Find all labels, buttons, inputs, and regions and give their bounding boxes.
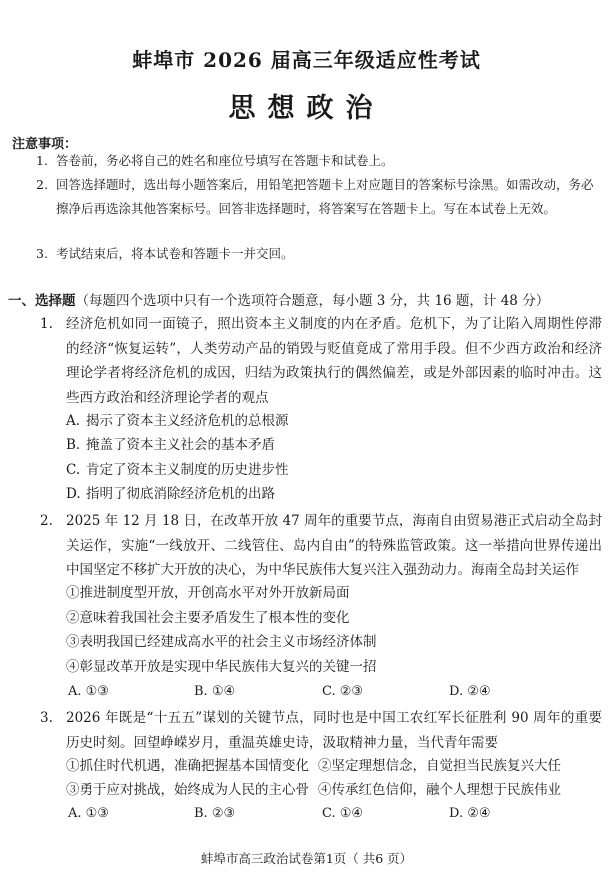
question-3-stem [40, 706, 602, 755]
question-3-answer-d: D. ②④ [449, 806, 491, 821]
question-1-option-d [66, 483, 606, 505]
notice-item-text: 答卷前，务必将自己的姓名和座位号填写在答题卡和试卷上。 [56, 153, 394, 168]
question-number: 2. [40, 513, 53, 529]
question-3-answer-a: A. ①③ [68, 806, 109, 821]
option-text: 指明了彻底消除经济危机的出路 [86, 486, 275, 502]
option-letter: B. [66, 437, 81, 453]
question-3-statement: ②坚定理想信念，自觉担当民族复兴大任 [318, 758, 561, 774]
question-2-answer-d: D. ②④ [449, 684, 491, 699]
question-3-answer-b: B. ②③ [194, 806, 236, 821]
exam-title: 蚌埠市 2026 届高三年级适应性考试 [132, 48, 481, 72]
option-text: 揭示了资本主义经济危机的总根源 [86, 413, 289, 429]
notice-item [36, 173, 598, 221]
question-2-statement: ①推进制度型开放，开创高水平对外开放新局面 [66, 585, 350, 601]
notice-item [36, 242, 598, 266]
notice-item-number: 3. [36, 246, 48, 261]
section-note: （每题四个选项中只有一个选项符合题意，每小题 3 分，共 16 题，计 48 分） [75, 293, 550, 309]
question-2-statement: ③表明我国已经建成高水平的社会主义市场经济体制 [66, 634, 377, 650]
question-1-option-a [66, 410, 606, 432]
notice-item [36, 149, 598, 173]
question-3-statement: ④传承红色信仰，融个人理想于民族伟业 [318, 782, 561, 798]
question-3-statement: ③勇于应对挑战，始终成为人民的主心骨 [66, 782, 309, 798]
question-1-stem [40, 312, 602, 410]
question-3-answer-c: C. ①④ [322, 806, 364, 821]
question-2-stem [40, 509, 602, 583]
question-text: 经济危机如同一面镜子，照出资本主义制度的内在矛盾。危机下，为了让陷入周期性停滞的经济“恢复运转”，人类劳动产品的销毁与贬值竟成了常用手段。但不少西方政治和经济理论学者将经济危机的成因，归结为政策执行的偶然偏差，或是外部因素的临时冲击。这些西方政治和经济理论学者的观点 [66, 316, 602, 406]
question-1-option-c [66, 459, 606, 481]
question-text: 2025 年 12 月 18 日，在改革开放 47 周年的重要节点，海南自由贸易港正式启动全岛封关运作，实施“一线放开、二线管住、岛内自由”的特殊监管政策。这一举措向世界传递出中国坚定不移扩大开放的决心，为中华民族伟大复兴注入强劲动力。海南全岛封关运作 [66, 513, 602, 578]
question-number: 1. [40, 316, 53, 332]
section-label: 一、选择题 [8, 293, 76, 309]
notice-item-number: 2. [36, 177, 48, 192]
notice-heading: 注意事项： [12, 137, 78, 152]
option-letter: D. [66, 486, 81, 502]
option-letter: A. [66, 413, 81, 429]
notice-item-text: 考试结束后，将本试卷和答题卡一并交回。 [56, 246, 294, 261]
question-number: 3. [40, 710, 53, 726]
option-letter: C. [66, 462, 81, 478]
question-3-statement: ①抓住时代机遇，准确把握基本国情变化 [66, 758, 309, 774]
notice-item-text: 回答选择题时，选出每小题答案后，用铅笔把答题卡上对应题目的答案标号涂黑。如需改动，务必擦净后再选涂其他答案标号。回答非选择题时，将答案写在答题卡上。写在本试卷上无效。 [56, 177, 594, 216]
question-2-statement: ②意味着我国社会主要矛盾发生了根本性的变化 [66, 610, 350, 626]
question-text: 2026 年既是“十五五”谋划的关键节点，同时也是中国工农红军长征胜利 90 周年的重要历史时刻。回望峥嵘岁月，重温英雄史诗，汲取精神力量，当代青年需要 [66, 710, 602, 751]
question-1-option-b [66, 434, 606, 456]
question-2-answer-a: A. ①③ [68, 684, 109, 699]
notice-item-number: 1. [36, 153, 48, 168]
subject-title: 思想政治 [228, 93, 385, 124]
question-2-answer-b: B. ①④ [194, 684, 236, 699]
option-text: 肯定了资本主义制度的历史进步性 [86, 462, 289, 478]
page-footer: 蚌埠市高三政治试卷第1页（ 共6 页） [200, 851, 413, 866]
question-2-statement: ④彰显改革开放是实现中华民族伟大复兴的关键一招 [66, 659, 377, 675]
section-heading [8, 289, 608, 309]
question-2-answer-c: C. ②③ [322, 684, 364, 699]
option-text: 掩盖了资本主义社会的基本矛盾 [86, 437, 275, 453]
